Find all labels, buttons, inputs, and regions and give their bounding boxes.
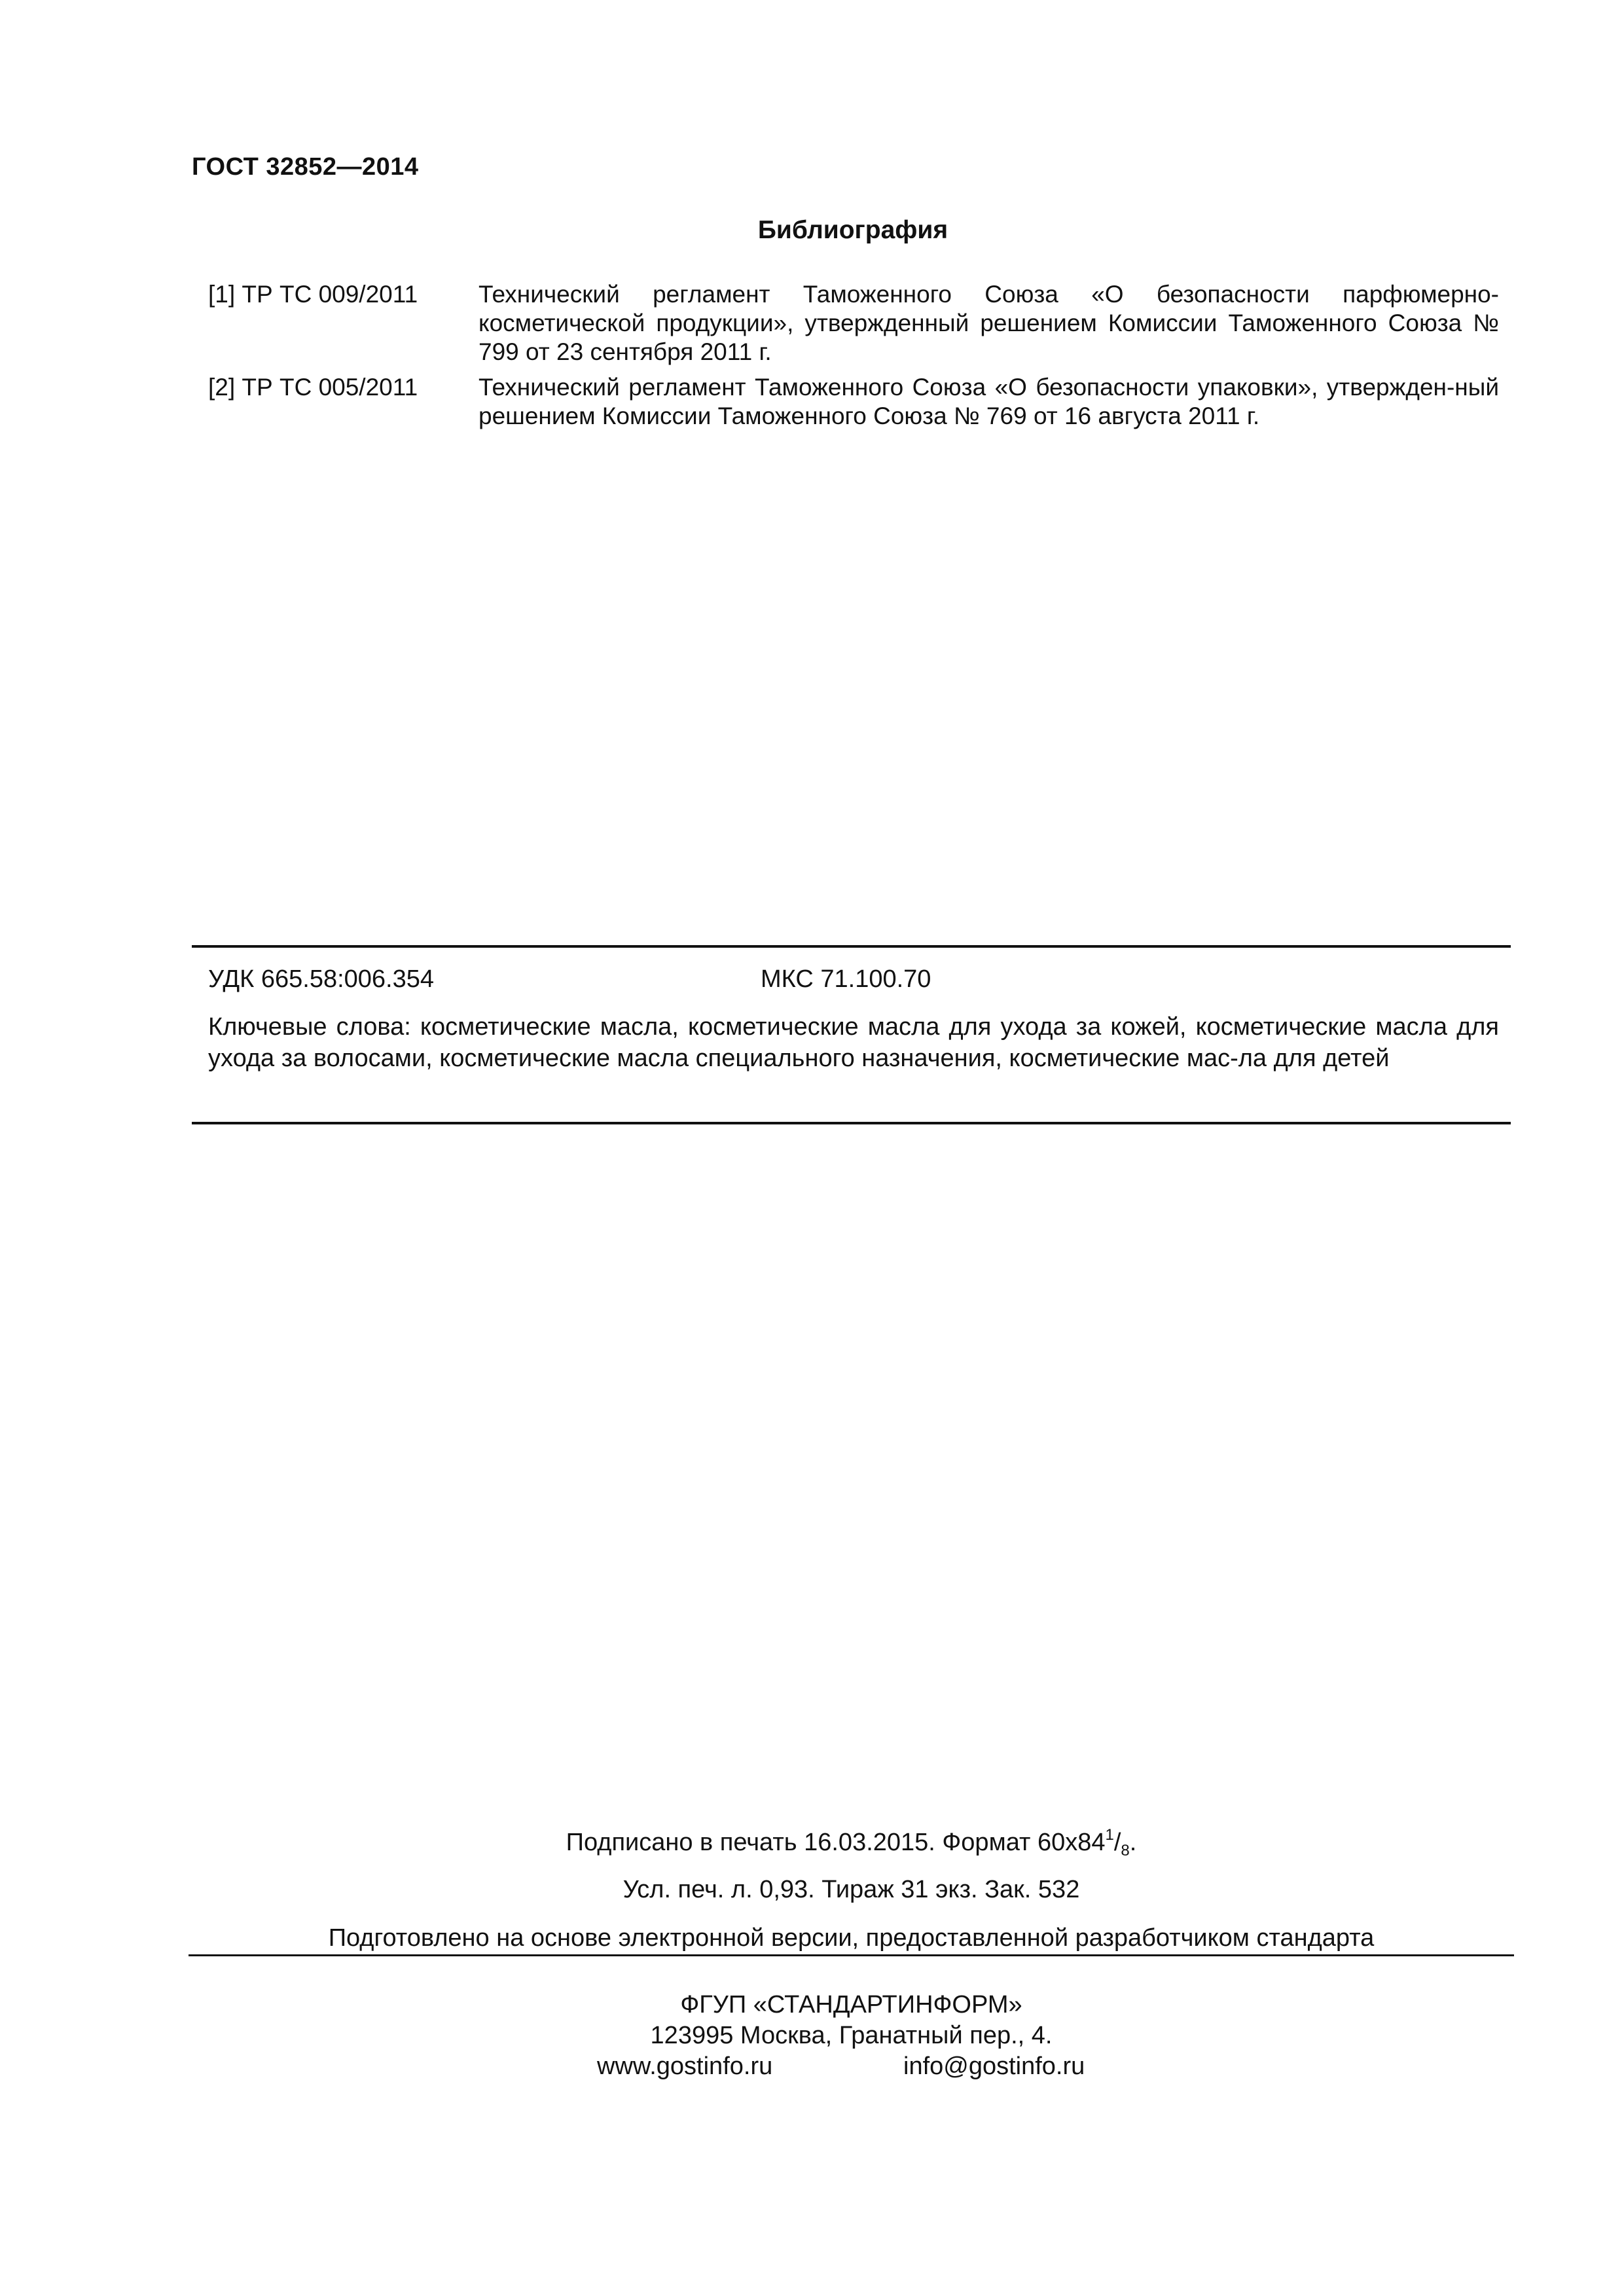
bibliography-entry — [208, 373, 1499, 431]
divider-bottom — [192, 1122, 1511, 1124]
bibliography-entry — [208, 280, 1499, 367]
bibliography-text: Технический регламент Таможенного Союза «О безопасности парфюмерно-косметической продукции», утвержденный решением Комиссии Таможенного Союза № 799 от 23 сентября 2011 г. — [478, 281, 1499, 365]
divider-top — [192, 945, 1511, 948]
format-subscript: 8 — [1121, 1842, 1130, 1859]
publisher-block — [189, 1990, 1514, 2082]
bibliography-text: Технический регламент Таможенного Союза «О безопасности упаковки», утвержден-ный решением Комиссии Таможенного Союза № 769 от 16 августа 2011 г. — [478, 374, 1499, 429]
imprint-print-info: Усл. печ. л. 0,93. Тираж 31 экз. Зак. 532 — [623, 1876, 1080, 1903]
format-slash: / — [1113, 1829, 1121, 1856]
publisher-email[interactable]: info@gostinfo.ru — [903, 2053, 1085, 2080]
mks-code: МКС 71.100.70 — [761, 965, 931, 993]
bibliography-ref: [1] ТР ТС 009/2011 — [208, 281, 418, 308]
bibliography-ref: [2] ТР ТС 005/2011 — [208, 374, 418, 401]
format-end: . — [1129, 1829, 1137, 1856]
imprint-prepared-note: Подготовлено на основе электронной версии, предоставленной разработчиком стандарта — [328, 1924, 1375, 1952]
imprint-signed — [189, 1826, 1514, 1860]
document-id: ГОСТ 32852—2014 — [192, 153, 419, 181]
imprint-signed-text: Подписано в печать 16.03.2015. Формат 60х84 — [566, 1829, 1106, 1856]
publisher-website[interactable]: www.gostinfo.ru — [597, 2053, 773, 2080]
divider-imprint — [189, 1954, 1514, 1956]
bibliography-title: Библиография — [757, 216, 948, 244]
keywords: Ключевые слова: косметические масла, косметические масла для ухода за кожей, косметические масла для ухода за волосами, косметические масла специального назначения, косметические мас-ла для детей — [208, 1013, 1499, 1072]
publisher-name: ФГУП «СТАНДАРТИНФОРМ» — [680, 1991, 1022, 2018]
publisher-contacts — [189, 2051, 1514, 2082]
udk-code: УДК 665.58:006.354 — [208, 965, 435, 993]
bibliography-list — [208, 280, 1499, 437]
format-superscript: 1 — [1105, 1826, 1114, 1844]
publisher-address: 123995 Москва, Гранатный пер., 4. — [650, 2022, 1053, 2049]
